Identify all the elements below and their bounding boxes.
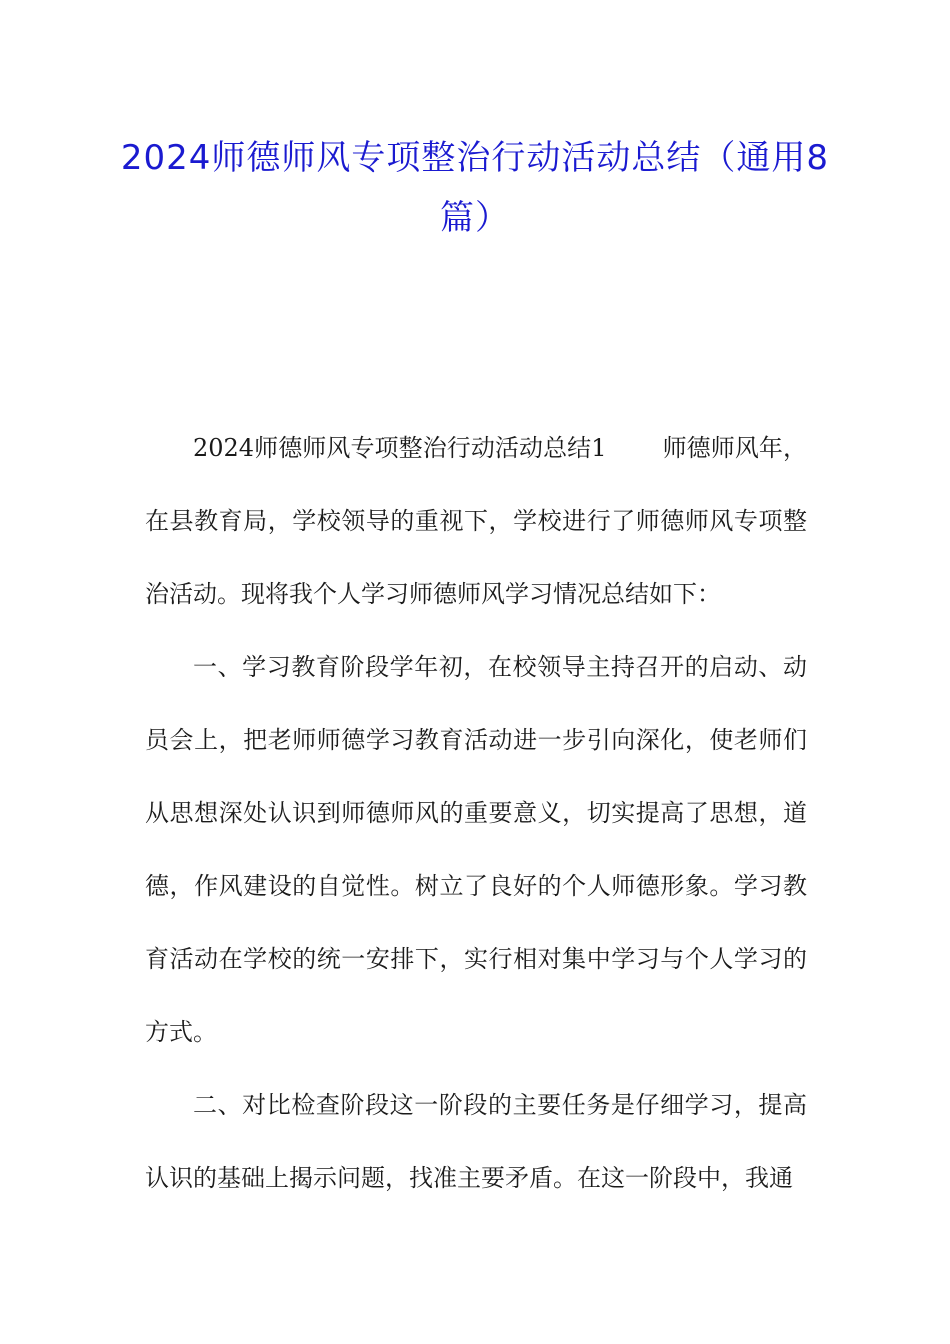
paragraph-2-text: 一、学习教育阶段学年初，在校领导主持召开的启动、动员会上，把老师师德学习教育活动进一步引向深化，使老师们从思想深处认识到师德师风的重要意义，切实提高了思想，道德，作风建设的自觉性。树立了良好的个人师德形象。学习教育活动在学校的统一安排下，实行相对集中学习与个人学习的方式。 [145,653,807,1046]
paragraph-3 [145,1069,807,1215]
document-title: 2024师德师风专项整治行动活动总结（通用8篇） [120,138,830,238]
paragraph-2 [145,631,807,1069]
section-heading-1: 2024师德师风专项整治行动活动总结1 [193,434,607,462]
paragraph-1-text: 师德师风年，在县教育局，学校领导的重视下，学校进行了师德师风专项整治活动。现将我个人学习师德师风学习情况总结如下： [145,434,807,608]
paragraph-1 [145,412,807,631]
document-body [145,412,807,1215]
paragraph-3-text: 二、对比检查阶段这一阶段的主要任务是仔细学习，提高认识的基础上揭示问题，找准主要矛盾。在这一阶段中，我通 [145,1091,807,1192]
